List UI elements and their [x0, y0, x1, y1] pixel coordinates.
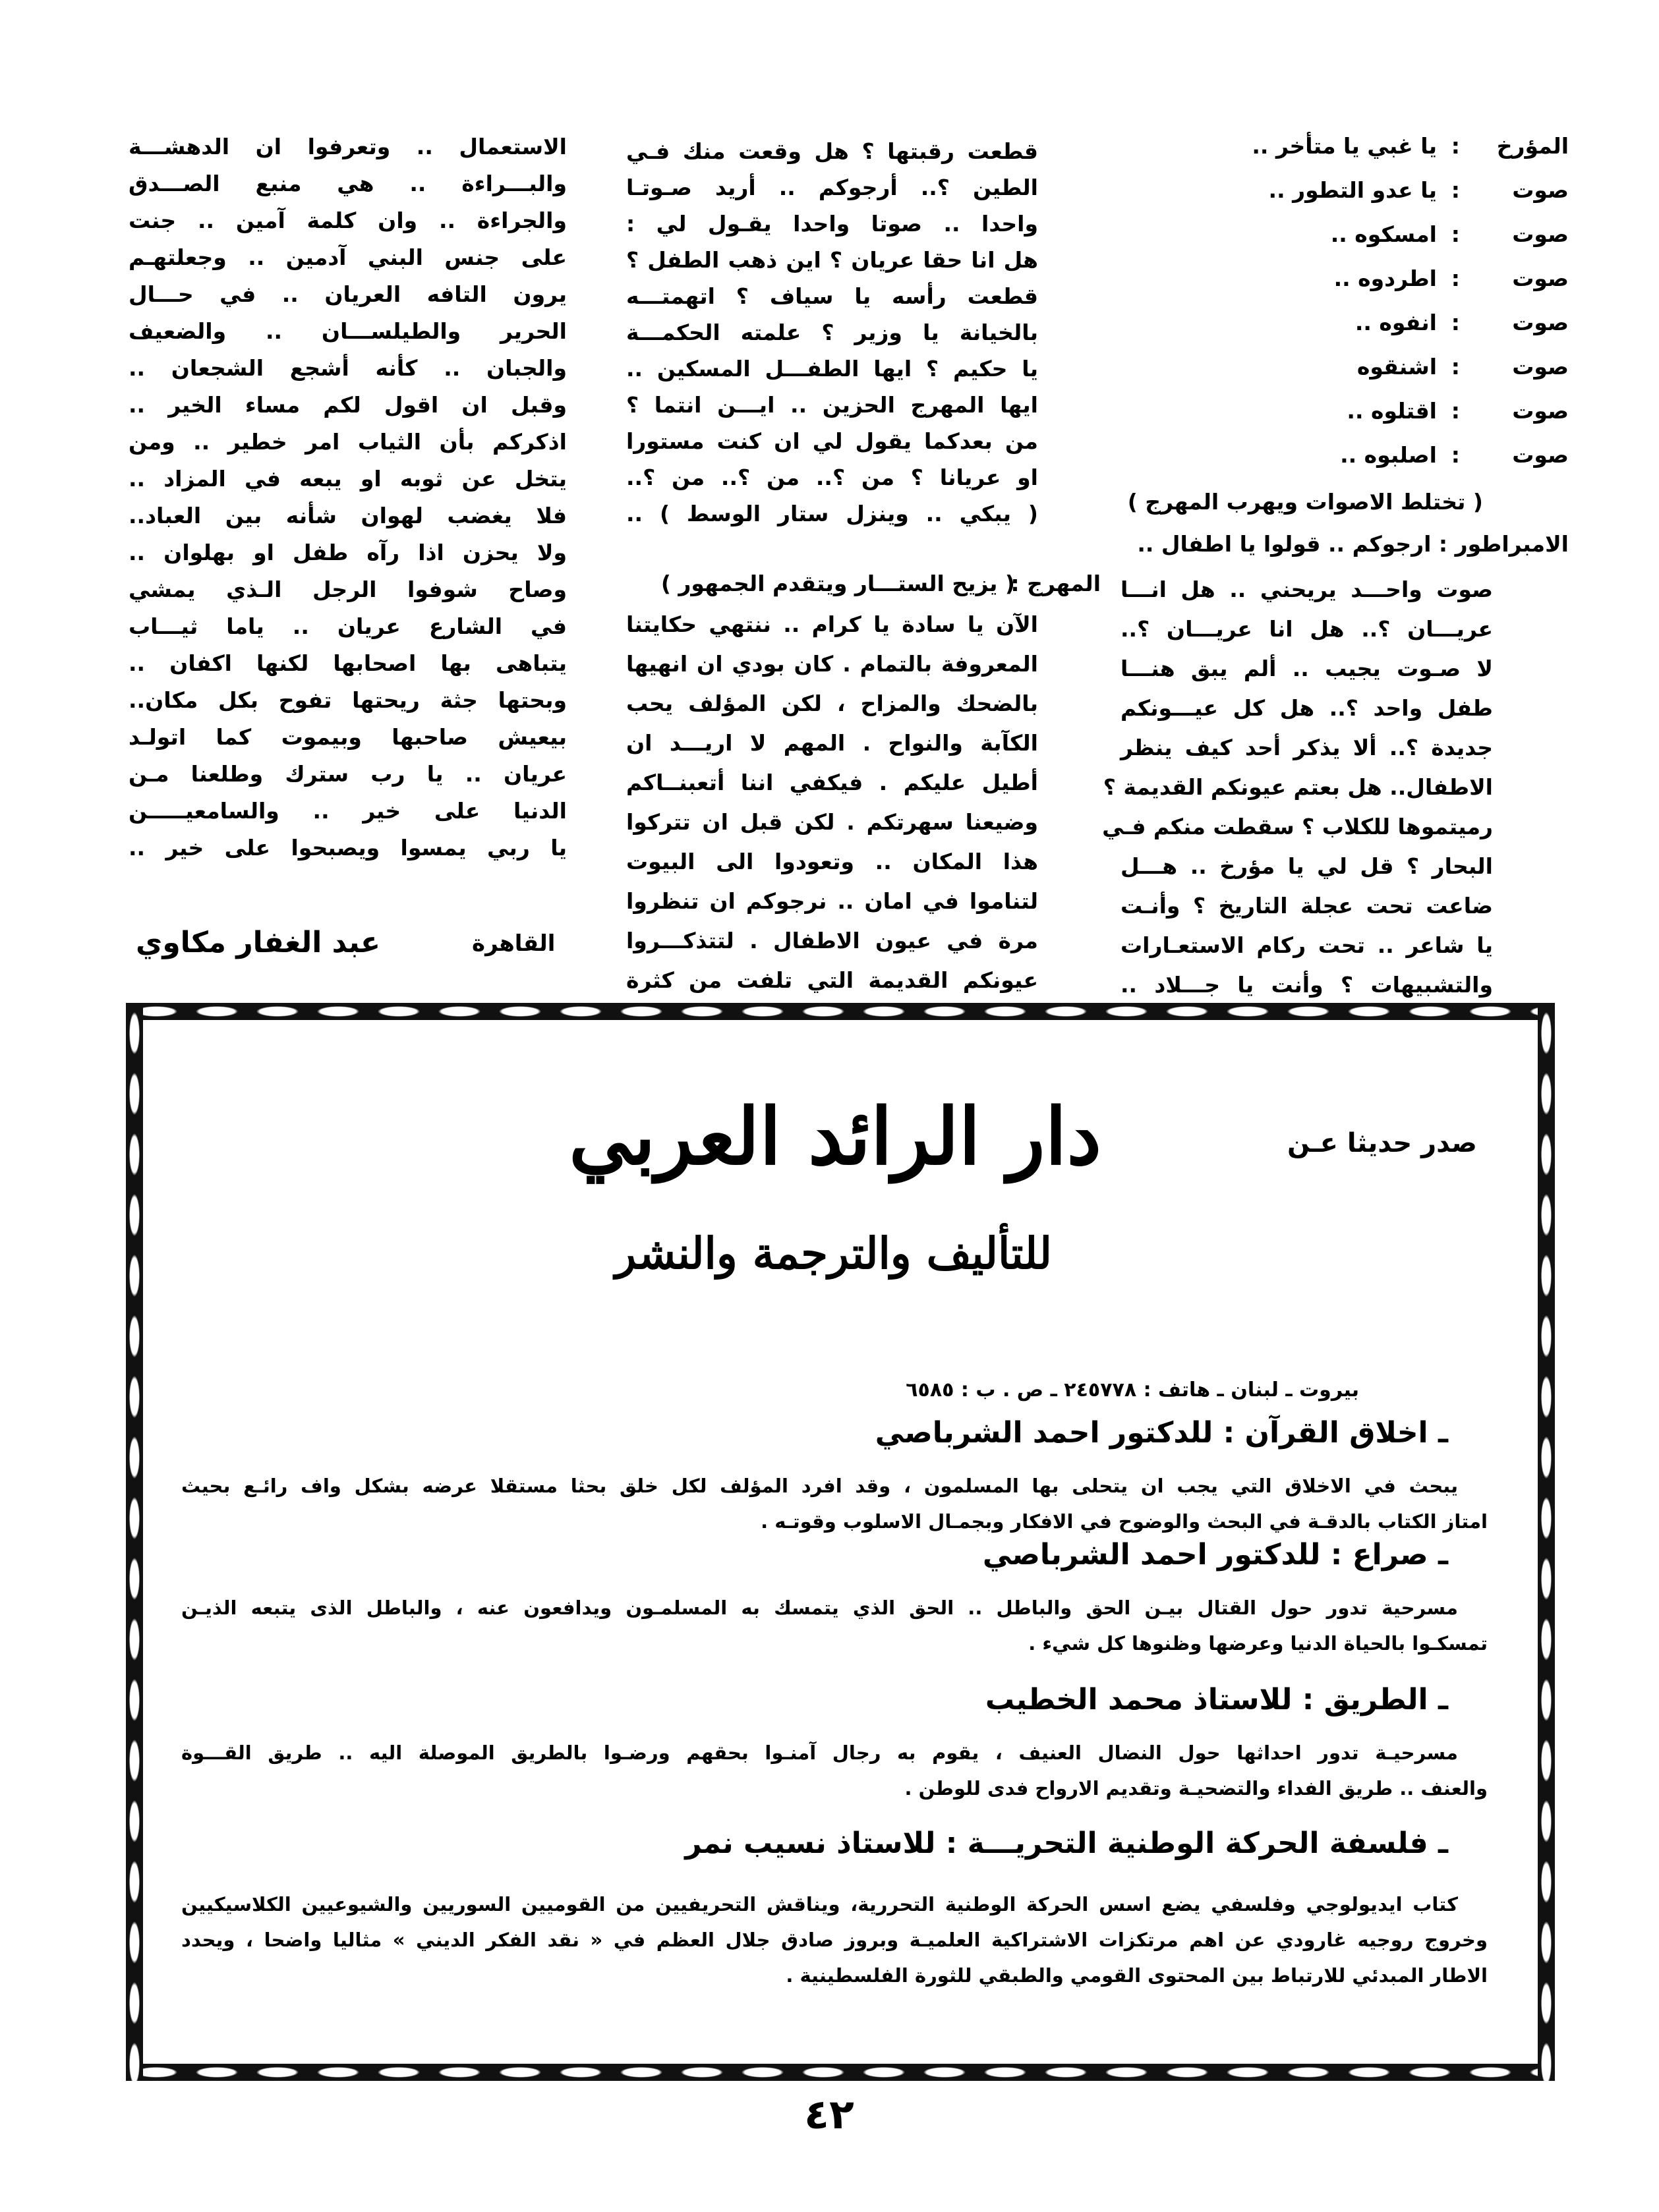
book-description-line: تمسكـوا بالحياة الدنيا وعرضها وظنوها كل شيء .	[1028, 1632, 1488, 1655]
text-line: الطين ؟.. أرجوكم .. أريد صـوتـا	[626, 175, 1038, 200]
text-line: الاطفال.. هل بعتم عيونكم القديمة ؟	[1103, 774, 1493, 800]
text-line: هل انا حقا عريان ؟ اين ذهب الطفل ؟	[626, 247, 1038, 273]
text-line: جديدة ؟.. ألا يذكر أحد كيف ينظر	[1121, 735, 1493, 760]
book-title: ـ صراع : للدكتور احمد الشرباصي	[982, 1538, 1448, 1572]
text-line: اذكركم بأن الثياب امر خطير .. ومن	[129, 429, 567, 455]
speaker-text: انفوه ..	[1354, 310, 1437, 335]
text-line: عريـــان ؟.. هل انا عريـــان ؟..	[1121, 616, 1493, 642]
book-title: ـ فلسفة الحركة الوطنية التحريـــة : للاستاذ نسيب نمر	[685, 1827, 1448, 1860]
speaker-name: صوت	[1512, 442, 1569, 468]
text-line: لتناموا في امان .. نرجوكم ان تنظروا	[626, 888, 1038, 914]
text-line: قطعت رقبتها ؟ هل وقعت منك فـي	[626, 138, 1038, 164]
text-line: الحرير والطيلســـان .. والضعيف	[129, 318, 567, 344]
text-line: البحار ؟ قل لي يا مؤرخ .. هـــل	[1121, 853, 1493, 879]
text-line: وبحتها جثة ريحتها تفوح بكل مكان..	[129, 687, 567, 713]
book-description-line: مسرحيـة تدور احداثها حول النضال العنيف ، يقوم به رجال آمنـوا بحقهم ورضـوا بالطريق الموصلة اليه .. طريق القـــوة	[181, 1742, 1458, 1764]
speaker-text: اصلبوه ..	[1340, 442, 1437, 468]
text-line: عريان .. يا رب سترك وطلعنا مـن	[129, 761, 567, 787]
text-line: رميتموها للكلاب ؟ سقطت منكم فـي	[1102, 814, 1493, 839]
speaker-name: المؤرخ	[1496, 133, 1569, 159]
text-line: فلا يغضب لهوان شأنه بين العباد..	[129, 503, 567, 528]
publisher-address: بيروت ـ لبنان ـ هاتف : ٢٤٥٧٧٨ ـ ص . ب : ٦٥٨٥	[906, 1378, 1359, 1402]
text-line: طفل واحد ؟.. هل كل عيـــونكم	[1121, 695, 1493, 721]
text-line: يا ربي يمسوا ويصبحوا على خير ..	[129, 835, 567, 861]
emperor-line: الامبراطور : ارجوكم .. قولوا يا اطفال ..	[1137, 531, 1569, 557]
ad-intro: صدر حديثا عـن	[1287, 1128, 1477, 1158]
right-column	[1102, 0, 1569, 998]
text-line: والجبان .. كأنه أشجع الشجعان ..	[129, 355, 567, 381]
left-column	[129, 0, 567, 988]
text-line: الآن يا سادة يا كرام .. ننتهي حكايتنا	[626, 611, 1038, 637]
chain-border-bottom	[126, 2064, 1555, 2081]
book-description-line: وخروج روجيه غارودي عن اهم مرتكزات الاشتراكية العلميـة وبروز صادق جلال العظم في « نقد الفكر الديني » مثاليا واضحا ، ويحدد	[181, 1929, 1488, 1951]
colon: :	[1451, 442, 1460, 468]
right-column-lines	[1102, 0, 1493, 998]
text-line: على جنس البني آدمين .. وجعلتهـم	[129, 244, 567, 270]
text-line: وضيعنا سهرتكم . لكن قبل ان تتركوا	[626, 809, 1038, 835]
speaker-text: امسكوه ..	[1330, 221, 1437, 247]
book-title: ـ الطريق : للاستاذ محمد الخطيب	[985, 1683, 1448, 1716]
text-line: ( يبكي .. وينزل ستار الوسط ) ..	[626, 501, 1038, 526]
speaker-text: اقتلوه ..	[1347, 398, 1437, 424]
colon: :	[1451, 354, 1460, 380]
text-line: لا صـوت يجيب .. ألم يبق هنـــا	[1121, 656, 1493, 681]
text-line: وقبل ان اقول لكم مساء الخير ..	[129, 392, 567, 418]
book-description-line: والعنف .. طريق الفداء والتضحيـة وتقديم الارواح فدى للوطن .	[904, 1777, 1488, 1800]
book-description-line: مسرحية تدور حول القتال بيـن الحق والباطل .. الحق الذي يتمسك به المسلمـون ويدافعون عنه ، والباطل الذى يتبعه الذيـن	[181, 1597, 1458, 1619]
text-line: والتشبيهات ؟ وأنت يا جـــلاد ..	[1121, 972, 1493, 998]
text-line: يرون التافه العريان .. في حـــال	[129, 281, 567, 307]
page-number: ٤٢	[804, 2090, 854, 2138]
publisher-tagline: للتأليف والترجمة والنشر	[615, 1228, 1052, 1279]
speaker-name: صوت	[1512, 310, 1569, 335]
book-title: ـ اخلاق القرآن : للدكتور احمد الشرباصي	[875, 1416, 1448, 1450]
text-line: بيعيش صاحبها وبيموت كما اتولـد	[129, 724, 567, 750]
middle-column-lines-bottom	[626, 0, 1038, 993]
text-line: قطعت رأسه يا سياف ؟ اتهمتـــه	[626, 283, 1038, 309]
text-line: الكآبة والنواح . المهم لا اريـــد ان	[626, 730, 1038, 756]
text-line: مرة في عيون الاطفال . لتتذكـــروا	[626, 928, 1038, 953]
speaker-text: اشنقوه	[1356, 354, 1437, 380]
text-line: واحدا .. صوتا واحدا يقـول لي :	[626, 211, 1038, 237]
book-description-line: يبحث في الاخلاق التي يجب ان يتحلى بها المسلمون ، وقد افرد المؤلف لكل خلق بحثا مستقلا عرضه بشكل واف رائـع بحيث	[181, 1475, 1458, 1497]
text-line: او عريانا ؟ من ؟.. من ؟.. من ؟..	[626, 465, 1038, 490]
text-line: والجراءة .. وان كلمة آمين .. جنت	[129, 208, 567, 233]
speaker-name: صوت	[1512, 354, 1569, 380]
text-line: ايها المهرج الحزين .. ايـــن انتما ؟	[626, 392, 1038, 418]
text-line: عيونكم القديمة التي تلفت من كثرة	[626, 967, 1038, 993]
author-signature: عبد الغفار مكاوي	[136, 926, 381, 959]
middle-column	[626, 0, 1101, 993]
text-line: في الشارع عريان .. ياما ثيـــاب	[129, 613, 567, 639]
speaker-text: يا غبي يا متأخر ..	[1252, 133, 1437, 159]
colon: :	[1451, 398, 1460, 424]
colon: :	[1451, 177, 1460, 203]
text-line: الاستعمال .. وتعرفوا ان الدهشـــة	[129, 134, 567, 159]
text-line: المعروفة بالتمام . كان بودي ان انهيها	[626, 651, 1038, 677]
colon: :	[1451, 266, 1460, 291]
publisher-logo: دار الرائد العربي	[569, 1091, 1101, 1182]
text-line: الدنيا على خير .. والسامعيـــــن	[129, 798, 567, 824]
text-line: بالضحك والمزاح ، لكن المؤلف يحب	[626, 691, 1038, 716]
text-line: بالخيانة يا وزير ؟ علمته الحكمـــة	[626, 320, 1038, 345]
place: القاهرة	[472, 930, 556, 957]
text-line: صوت واحـــد يريحني .. هل انـــا	[1121, 577, 1493, 602]
speaker-name: صوت	[1512, 177, 1569, 203]
text-line: ولا يحزن اذا رآه طفل او بهلوان ..	[129, 540, 567, 565]
speaker-name: صوت	[1512, 221, 1569, 247]
chain-border-left	[126, 1003, 143, 2081]
speaker-text: يا عدو التطور ..	[1268, 177, 1437, 203]
book-description-line: امتاز الكتاب بالدقـة في البحث والوضوح في الافكار وبجمـال الاسلوب وقوتـه .	[761, 1510, 1488, 1533]
text-line: يتخل عن ثوبه او يبعه في المزاد ..	[129, 466, 567, 492]
book-description-line: كتاب ايديولوجي وفلسفي يضع اسس الحركة الوطنية التحررية، ويناقش التحريفيين من القوميين السوريين والشيوعيين الكلاسيكيين	[181, 1893, 1458, 1915]
chain-border-top	[126, 1003, 1555, 1020]
text-line: من بعدكما يقول لي ان كنت مستورا	[626, 428, 1038, 454]
speaker-name: صوت	[1512, 398, 1569, 424]
speaker-text: اطردوه ..	[1333, 266, 1437, 291]
colon: :	[1451, 310, 1460, 335]
text-line: وصاح شوفوا الرجل الـذي يمشي	[129, 577, 567, 602]
text-line: أطيل عليكم . فيكفي اننا أتعبنــاكم	[626, 770, 1038, 795]
speaker-name: صوت	[1512, 266, 1569, 291]
stage-direction: ( تختلط الاصوات ويهرب المهرج )	[1127, 489, 1483, 515]
colon: :	[1451, 221, 1460, 247]
text-line: هذا المكان .. وتعودوا الى البيوت	[626, 849, 1038, 874]
text-line: يتباهى بها اصحابها لكنها اكفان ..	[129, 650, 567, 676]
text-line: يا حكيم ؟ ايها الطفـــل المسكين ..	[626, 356, 1038, 382]
text-line: ضاعت تحت عجلة التاريخ ؟ وأنـت	[1121, 893, 1493, 919]
clown-direction: ( يزيح الستـــار ويتقدم الجمهور )	[660, 571, 1015, 596]
chain-border-right	[1538, 1003, 1555, 2081]
left-column-lines	[129, 0, 567, 922]
text-line: والبـــراءة .. هي منبع الصـــدق	[129, 171, 567, 196]
text-line: يا شاعر .. تحت ركام الاستعـارات	[1121, 932, 1493, 958]
book-description-line: الاطار المبدئي للارتباط بين المحتوى القومي والطبقي للثورة الفلسطينية .	[786, 1964, 1488, 1987]
clown-speaker: المهرج :	[1010, 571, 1101, 596]
colon: :	[1451, 133, 1460, 159]
